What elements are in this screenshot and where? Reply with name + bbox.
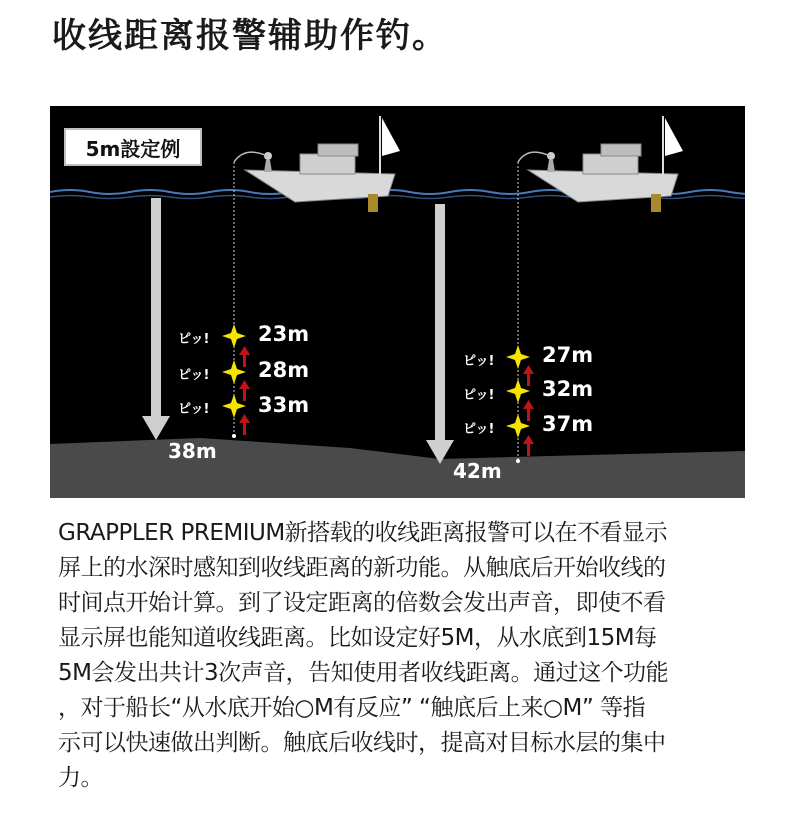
bottom-depth-label: 42m [453, 459, 502, 483]
page-title: 收线距离报警辅助作钓。 [52, 16, 448, 56]
distance-label: 33m [258, 393, 310, 417]
star-icon [506, 414, 530, 438]
alert-label: ピッ! [178, 332, 210, 347]
left-alert-markers [222, 324, 250, 438]
distance-label: 28m [258, 358, 310, 382]
up-arrow-icon [523, 435, 534, 456]
right-alert-markers [506, 345, 534, 463]
distance-label: 37m [542, 412, 594, 436]
star-icon [222, 324, 246, 348]
distance-label: 32m [542, 377, 594, 401]
alert-label: ピッ! [463, 354, 495, 369]
description-line: 5M会发出共计3次声音，告知使用者收线距离。通过这个功能 [58, 660, 669, 686]
description-line: GRAPPLER PREMIUM新搭载的收线距离报警可以在不看显示 [58, 520, 668, 546]
star-icon [506, 379, 530, 403]
description-line: ，对于船长“从水底开始○M有反应” “触底后上来○M” 等指 [58, 695, 646, 721]
right-depth-arrow [426, 204, 454, 464]
star-icon [222, 360, 246, 384]
alert-label: ピッ! [463, 388, 495, 403]
description-line: 力。 [58, 765, 103, 791]
description-line: 显示屏也能知道收线距离。比如设定好5M，从水底到15M每 [58, 625, 657, 651]
right-boat [518, 116, 683, 212]
up-arrow-icon [239, 414, 250, 435]
setting-example-badge: 5m設定例 [64, 128, 202, 166]
up-arrow-icon [523, 400, 534, 421]
star-icon [506, 345, 530, 369]
diagram-panel [50, 106, 745, 498]
description-line: 屏上的水深时感知到收线距离的新功能。从触底后开始收线的 [58, 555, 666, 581]
bottom-depth-label: 38m [168, 439, 217, 463]
alert-label: ピッ! [178, 368, 210, 383]
description-line: 时间点开始计算。到了设定距离的倍数会发出声音，即使不看 [58, 590, 666, 616]
distance-label: 27m [542, 343, 594, 367]
star-icon [222, 394, 246, 418]
distance-label: 23m [258, 322, 310, 346]
alert-label: ピッ! [463, 422, 495, 437]
left-depth-arrow [142, 198, 170, 440]
up-arrow-icon [239, 346, 250, 367]
description-paragraph [58, 516, 748, 796]
up-arrow-icon [523, 365, 534, 386]
seabed [50, 438, 745, 498]
description-line: 示可以快速做出判断。触底后收线时，提高对目标水层的集中 [58, 730, 666, 756]
up-arrow-icon [239, 380, 250, 401]
alert-label: ピッ! [178, 402, 210, 417]
